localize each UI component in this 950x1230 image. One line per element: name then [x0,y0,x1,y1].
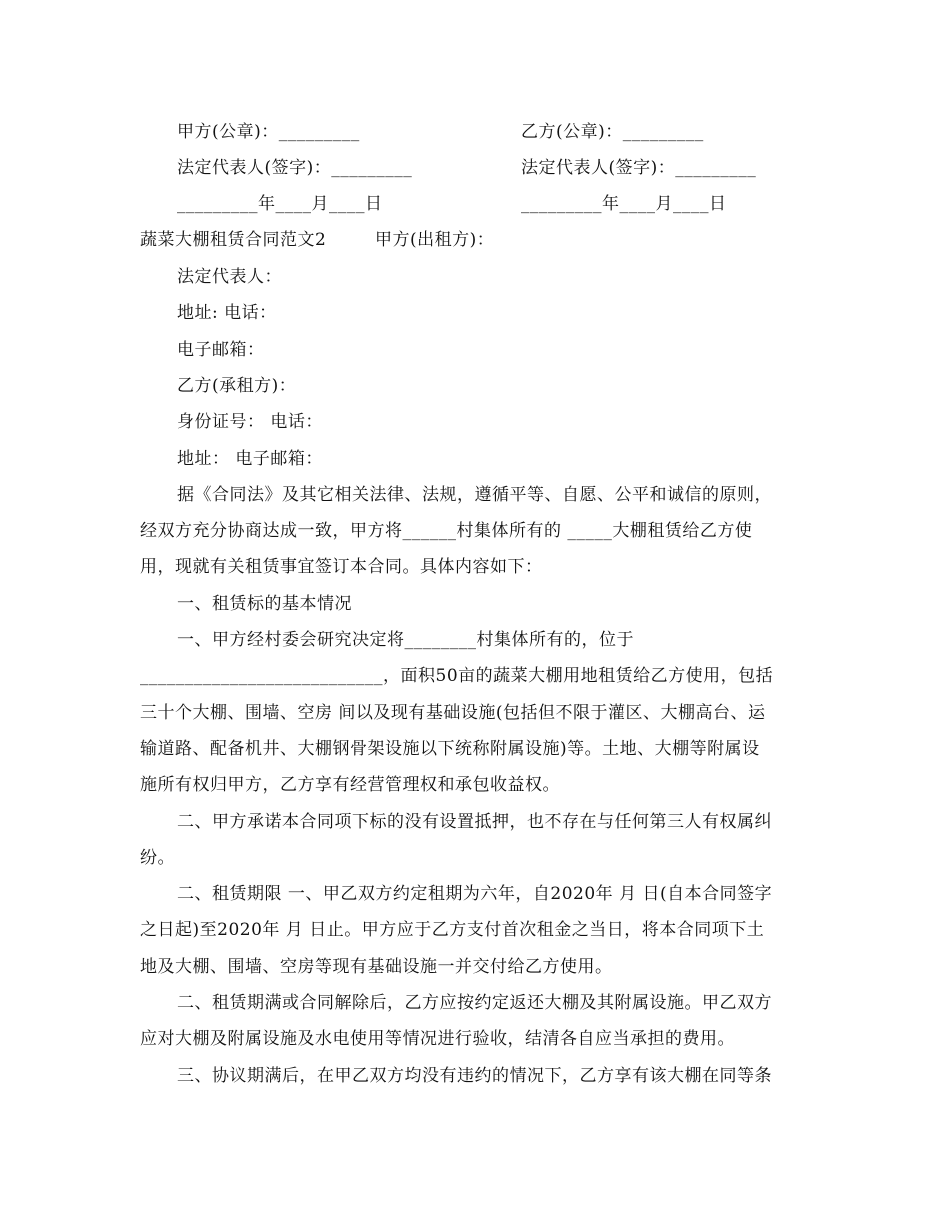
clause-line: 二、甲方承诺本合同项下标的没有设置抵押，也不存在与任何第三人有权属纠 [177,812,772,832]
clause-line: 纷。 [140,848,175,868]
legal-rep-field: 法定代表人： [177,267,282,287]
section-line: 地及大棚、围墙、空房等现有基础设施一并交付给乙方使用。 [140,957,613,977]
clause-line: 一、甲方经村委会研究决定将________村集体所有的，位于 [177,630,634,650]
clause-line: 二、租赁期满或合同解除后，乙方应按约定返还大棚及其附属设施。甲乙双方 [177,993,772,1013]
party-b-rep-line: 法定代表人(签字)：_________ [521,158,757,178]
clause-line: 三、协议期满后，在甲乙双方均没有违约的情况下，乙方享有该大棚在同等条 [177,1066,772,1086]
party-b-date-line: _________年____月____日 [521,194,727,214]
clause-line: 三十个大棚、围墙、空房 间以及现有基础设施(包括但不限于灌区、大棚高台、运 [140,703,766,723]
id-phone-field: 身份证号： 电话： [177,412,323,432]
party-a-rep-line: 法定代表人(签字)：_________ [177,158,413,178]
clause-line: ___________________________，面积50亩的蔬菜大棚用地租赁给乙方使用，包括 [140,666,774,686]
intro-paragraph-line: 据《合同法》及其它相关法律、法规，遵循平等、自愿、公平和诚信的原则， [177,485,772,505]
intro-paragraph-line: 用，现就有关租赁事宜签订本合同。具体内容如下： [140,557,543,577]
address-phone-field: 地址: 电话： [177,303,277,323]
section-line: 二、租赁期限 一、甲乙双方约定租期为六年，自2020年 月 日(自本合同签字 [177,884,773,904]
lessor-label: 甲方(出租方)： [375,230,495,250]
address-email-field: 地址： 电子邮箱： [177,449,323,469]
section-heading: 一、租赁标的基本情况 [177,594,352,614]
email-field: 电子邮箱： [177,340,265,360]
contract-title: 蔬菜大棚租赁合同范文2 [140,230,327,250]
clause-line: 输道路、配备机井、大棚钢骨架设施以下统称附属设施)等。土地、大棚等附属设 [140,739,760,759]
party-a-date-line: _________年____月____日 [177,194,383,214]
party-b-seal-line: 乙方(公章)：_________ [521,122,704,142]
lessee-field: 乙方(承租方)： [177,376,297,396]
clause-line: 施所有权归甲方，乙方享有经营管理权和承包收益权。 [140,775,560,795]
intro-paragraph-line: 经双方充分协商达成一致，甲方将______村集体所有的 _____大棚租赁给乙方使 [140,521,753,541]
section-line: 之日起)至2020年 月 日止。甲方应于乙方支付首次租金之当日，将本合同项下土 [140,920,765,940]
clause-line: 应对大棚及附属设施及水电使用等情况进行验收，结清各自应当承担的费用。 [140,1029,735,1049]
party-a-seal-line: 甲方(公章)：_________ [177,122,360,142]
